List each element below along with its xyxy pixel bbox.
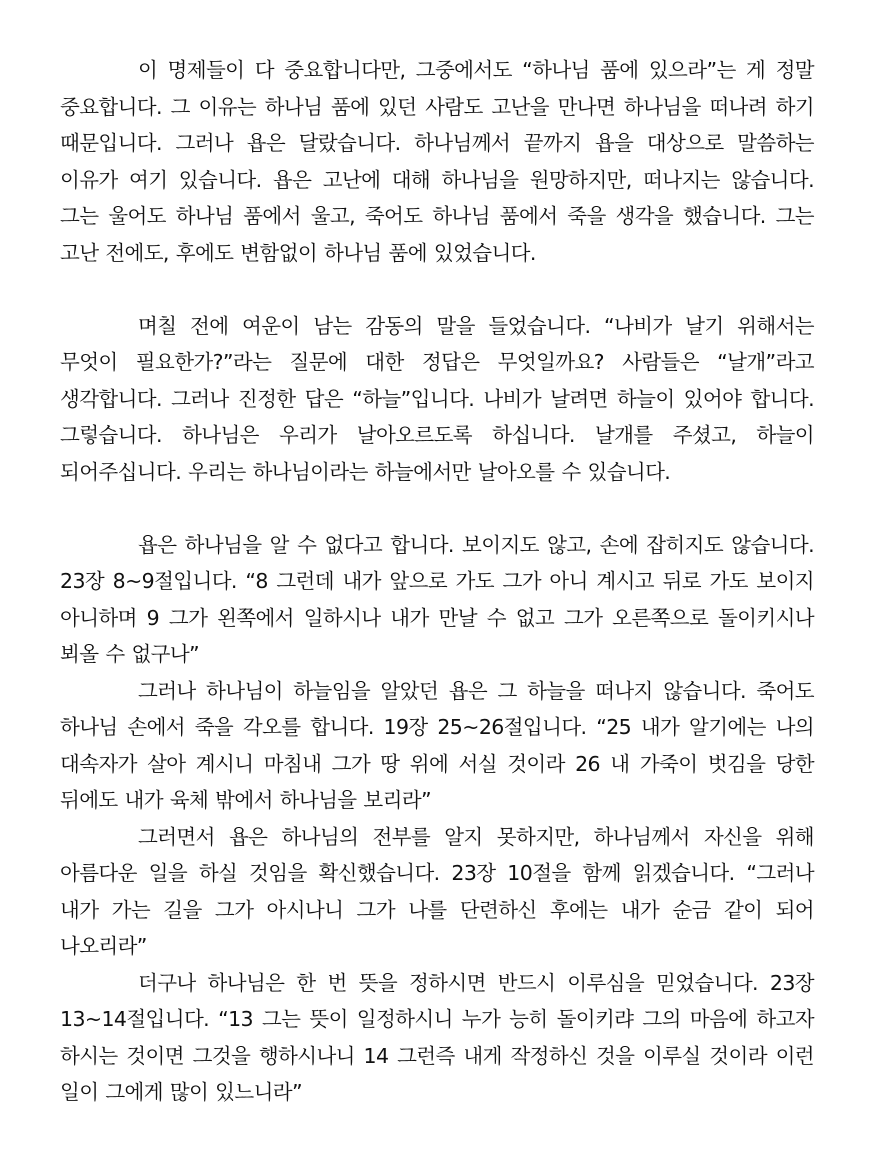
paragraph-3: 욥은 하나님을 알 수 없다고 합니다. 보이지도 않고, 손에 잡히지도 않습니다. 23장 8~9절입니다. “8 그런데 내가 앞으로 가도 그가 아니 계시고 뒤로 가도 보이지 아니하며 9 그가 왼쪽에서 일하시나 내가 만날 수 없고 그가 오른쪽으로 돌이키시나 뵈올 수 없구나” — [60, 532, 814, 666]
paragraph-1: 이 명제들이 다 중요합니다만, 그중에서도 “하나님 품에 있으라”는 게 정말 중요합니다. 그 이유는 하나님 품에 있던 사람도 고난을 만나면 하나님을 떠나려 하기 때문입니다. 그러나 욥은 달랐습니다. 하나님께서 끝까지 욥을 대상으로 말씀하는 이유가 여기 있습니다. 욥은 고난에 대해 하나님을 원망하지만, 떠나지는 않습니다. 그는 울어도 하나님 품에서 울고, 죽어도 하나님 품에서 죽을 생각을 했습니다. 그는 고난 전에도, 후에도 변함없이 하나님 품에 있었습니다. — [60, 58, 814, 265]
paragraph-4: 그러나 하나님이 하늘임을 알았던 욥은 그 하늘을 떠나지 않습니다. 죽어도 하나님 손에서 죽을 각오를 합니다. 19장 25~26절입니다. “25 내가 알기에는 나의 대속자가 살아 계시니 마침내 그가 땅 위에 서실 것이라 26 내 가죽이 벗김을 당한 뒤에도 내가 육체 밖에서 하나님을 보리라” — [60, 678, 814, 812]
paragraph-2: 며칠 전에 여운이 남는 감동의 말을 들었습니다. “나비가 날기 위해서는 무엇이 필요한가?”라는 질문에 대한 정답은 무엇일까요? 사람들은 “날개”라고 생각합니다. 그러나 진정한 답은 “하늘”입니다. 나비가 날려면 하늘이 있어야 합니다. 그렇습니다. 하나님은 우리가 날아오르도록 하십니다. 날개를 주셨고, 하늘이 되어주십니다. 우리는 하나님이라는 하늘에서만 날아오를 수 있습니다. — [60, 313, 814, 484]
paragraph-spacer — [60, 271, 814, 308]
paragraph-6: 더구나 하나님은 한 번 뜻을 정하시면 반드시 이루심을 믿었습니다. 23장 13~14절입니다. “13 그는 뜻이 일정하시니 누가 능히 돌이키랴 그의 마음에 하고자 하시는 것이면 그것을 행하시나니 14 그런즉 내게 작정하신 것을 이루실 것이라 이런 일이 그에게 많이 있느니라” — [60, 970, 814, 1104]
document-body — [60, 52, 814, 1111]
paragraph-5: 그러면서 욥은 하나님의 전부를 알지 못하지만, 하나님께서 자신을 위해 아름다운 일을 하실 것임을 확신했습니다. 23장 10절을 함께 읽겠습니다. “그러나 내가 가는 길을 그가 아시나니 그가 나를 단련하신 후에는 내가 순금 같이 되어 나오리라” — [60, 824, 814, 958]
paragraph-spacer — [60, 490, 814, 527]
